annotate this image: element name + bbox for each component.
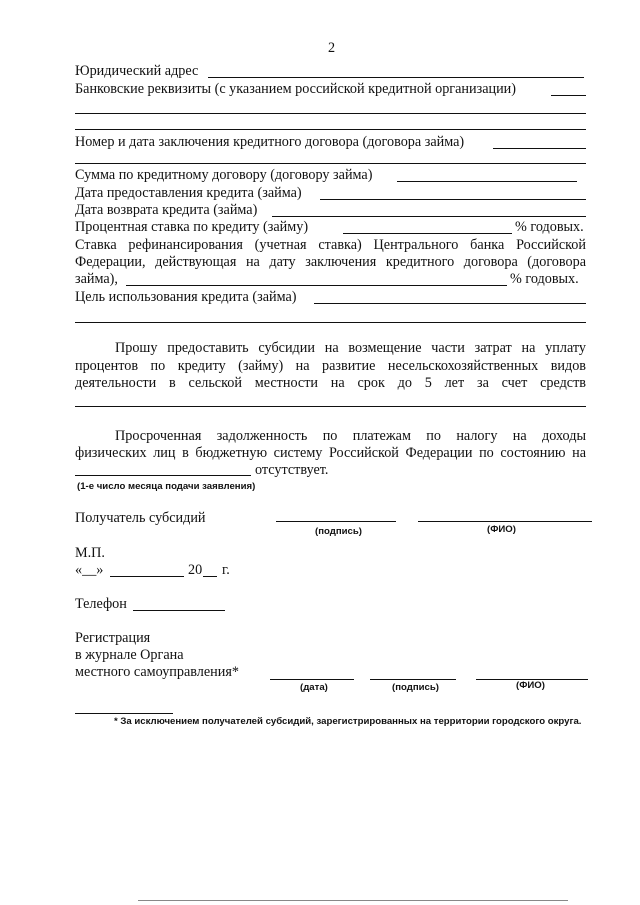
debt-date-field[interactable] bbox=[75, 475, 251, 476]
request-line-3: деятельности в сельской местности на срок до 5 лет за счет средств bbox=[75, 375, 586, 391]
interest-rate-label: Процентная ставка по кредиту (займу) bbox=[75, 219, 309, 235]
registration-name-caption: (ФИО) bbox=[516, 680, 545, 691]
registration-signature-caption: (подпись) bbox=[392, 682, 439, 693]
date-day-field[interactable]: «__» bbox=[75, 562, 104, 578]
loan-purpose-label: Цель использования кредита (займа) bbox=[75, 289, 297, 305]
interest-rate-field[interactable] bbox=[343, 233, 512, 234]
date-year-prefix: 20 bbox=[188, 562, 203, 578]
bottom-rule bbox=[138, 900, 568, 901]
refinancing-line-3: займа), bbox=[75, 271, 118, 287]
recipient-label: Получатель субсидий bbox=[75, 510, 206, 526]
request-field[interactable] bbox=[75, 406, 586, 407]
recipient-signature-caption: (подпись) bbox=[315, 526, 362, 537]
interest-rate-unit: % годовых. bbox=[515, 219, 584, 235]
debt-line-1: Просроченная задолженность по платежам по налогу на доходы bbox=[115, 428, 586, 444]
recipient-name-caption: (ФИО) bbox=[487, 524, 516, 535]
refinancing-line-1: Ставка рефинансирования (учетная ставка) Центрального банка Российской bbox=[75, 237, 586, 253]
page-number: 2 bbox=[328, 40, 336, 56]
seal-label: М.П. bbox=[75, 545, 105, 561]
bank-details-field-2[interactable] bbox=[75, 113, 586, 114]
registration-date-caption: (дата) bbox=[300, 682, 328, 693]
debt-caption: (1-е число месяца подачи заявления) bbox=[77, 481, 256, 492]
loan-amount-label: Сумма по кредитному договору (договору займа) bbox=[75, 167, 373, 183]
phone-label: Телефон bbox=[75, 596, 127, 612]
registration-date-field[interactable] bbox=[270, 679, 354, 680]
registration-line-2: в журнале Органа bbox=[75, 647, 184, 663]
bank-details-field-1[interactable] bbox=[551, 95, 586, 96]
refinancing-line-2: Федерации, действующая на дату заключения кредитного договора (договора bbox=[75, 254, 586, 270]
registration-line-1: Регистрация bbox=[75, 630, 151, 646]
loan-date-field[interactable] bbox=[320, 199, 586, 200]
date-month-field[interactable] bbox=[110, 576, 184, 577]
legal-address-label: Юридический адрес bbox=[75, 63, 199, 79]
return-date-field[interactable] bbox=[272, 216, 586, 217]
request-line-2: процентов по кредиту (займу) на развитие несельскохозяйственных видов bbox=[75, 358, 586, 374]
bank-details-label: Банковские реквизиты (с указанием российской кредитной организации) bbox=[75, 81, 516, 97]
refinancing-unit: % годовых. bbox=[510, 271, 579, 287]
request-line-1: Прошу предоставить субсидии на возмещение части затрат на уплату bbox=[115, 340, 586, 356]
recipient-signature-field[interactable] bbox=[276, 521, 396, 522]
bank-details-field-3[interactable] bbox=[75, 129, 586, 130]
loan-purpose-field-1[interactable] bbox=[314, 303, 586, 304]
contract-field-1[interactable] bbox=[493, 148, 586, 149]
loan-purpose-field-2[interactable] bbox=[75, 322, 586, 323]
return-date-label: Дата возврата кредита (займа) bbox=[75, 202, 258, 218]
footnote-separator bbox=[75, 713, 173, 714]
footnote: * За исключением получателей субсидий, зарегистрированных на территории городского округа. bbox=[114, 716, 582, 727]
registration-line-3: местного самоуправления* bbox=[75, 664, 239, 680]
contract-field-2[interactable] bbox=[75, 163, 586, 164]
registration-signature-field[interactable] bbox=[370, 679, 456, 680]
loan-date-label: Дата предоставления кредита (займа) bbox=[75, 185, 302, 201]
loan-amount-field[interactable] bbox=[397, 181, 577, 182]
refinancing-field[interactable] bbox=[126, 285, 507, 286]
date-suffix: г. bbox=[222, 562, 230, 578]
date-year-field[interactable] bbox=[203, 576, 217, 577]
contract-label: Номер и дата заключения кредитного договора (договора займа) bbox=[75, 134, 465, 150]
debt-line-2: физических лиц в бюджетную систему Российской Федерации по состоянию на bbox=[75, 445, 586, 461]
debt-line-3: отсутствует. bbox=[255, 462, 329, 478]
phone-field[interactable] bbox=[133, 610, 225, 611]
recipient-name-field[interactable] bbox=[418, 521, 592, 522]
legal-address-field[interactable] bbox=[208, 77, 584, 78]
